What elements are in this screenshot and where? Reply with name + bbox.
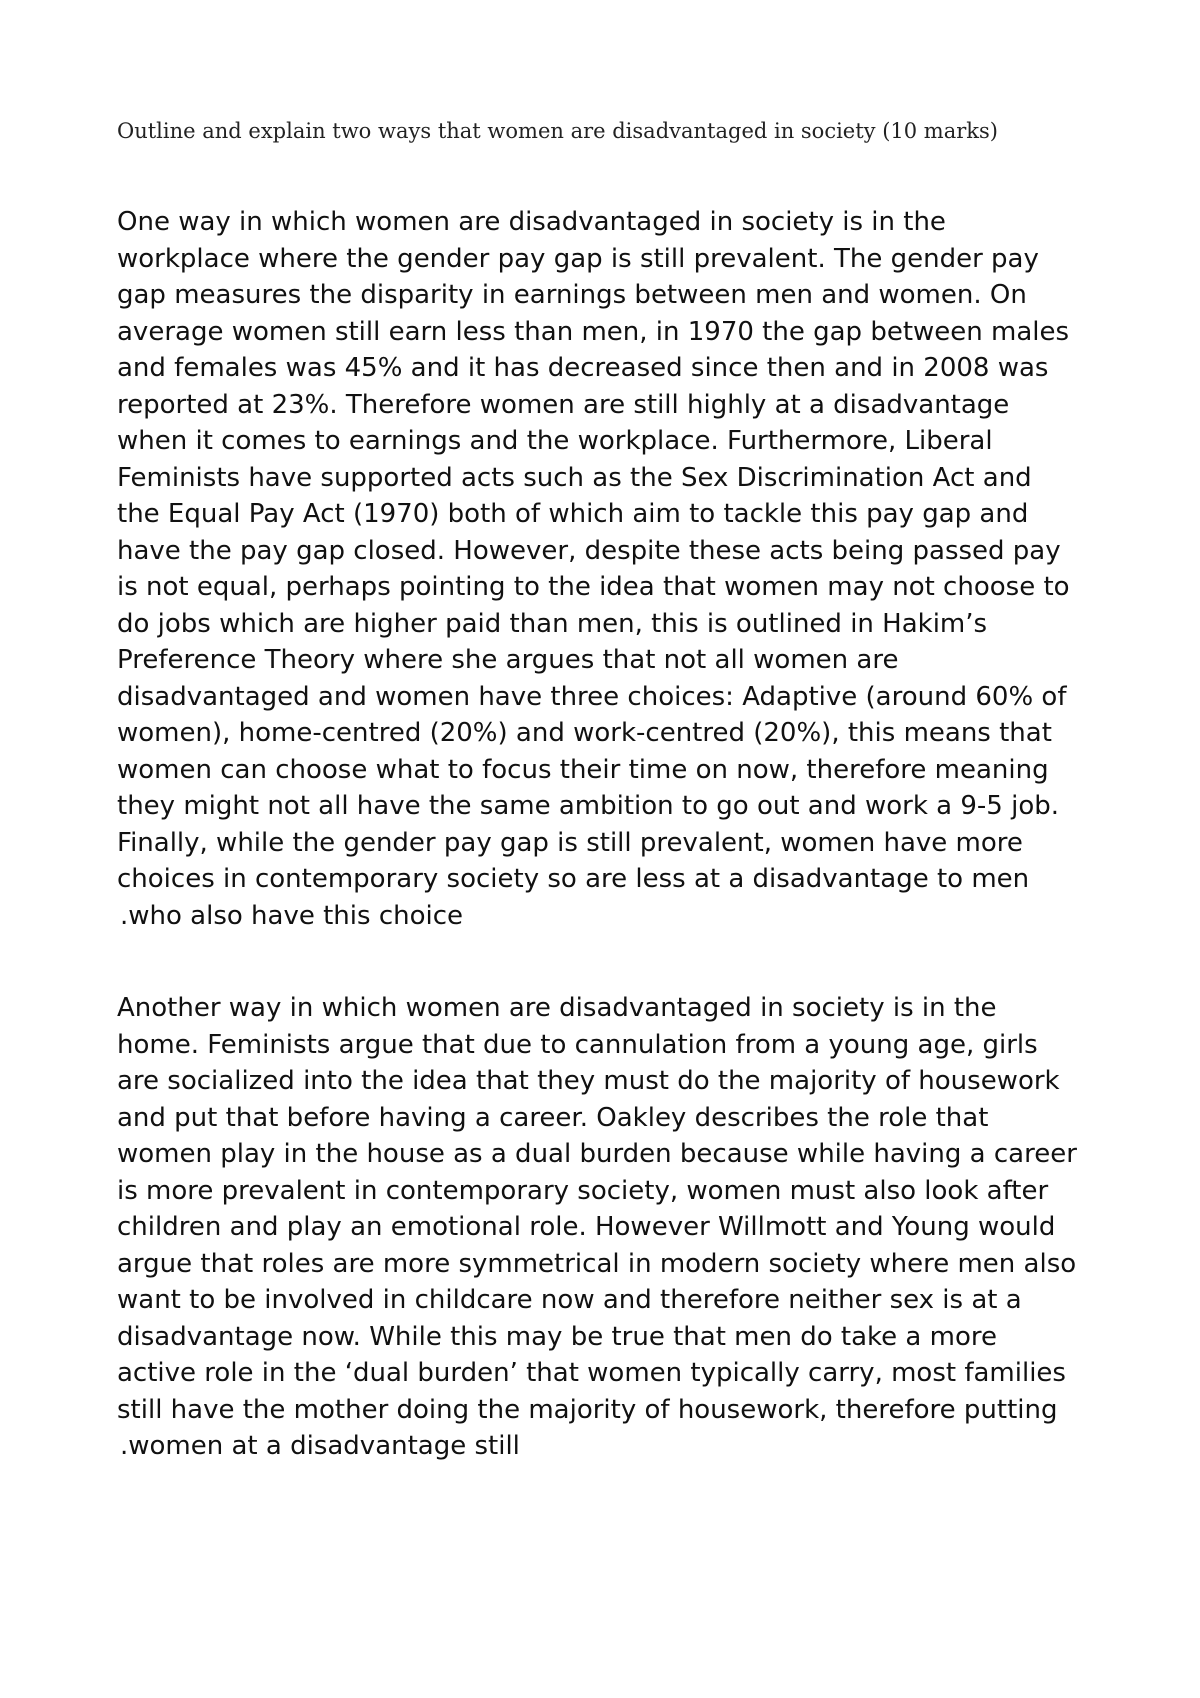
paragraph-line: gap measures the disparity in earnings between men and women. On [117,280,1027,310]
paragraph-line: want to be involved in childcare now and therefore neither sex is at a [117,1285,1022,1315]
paragraph-line: .women at a disadvantage still [120,1431,520,1461]
paragraph-line: choices in contemporary society so are less at a disadvantage to men [117,864,1030,894]
paragraph-line: home. Feminists argue that due to cannulation from a young age, girls [117,1029,1038,1060]
paragraph-line: women can choose what to focus their time on now, therefore meaning [117,754,1049,785]
paragraph-line: children and play an emotional role. However Willmott and Young would [117,1212,1056,1242]
paragraph-line: is not equal, perhaps pointing to the idea that women may not choose to [117,572,1070,602]
paragraph-line: One way in which women are disadvantaged in society is in the [117,207,946,237]
paragraph-line: and females was 45% and it has decreased since then and in 2008 was [117,353,1049,383]
paragraph-line: have the pay gap closed. However, despite these acts being passed pay [117,535,1061,566]
paragraph-line: women), home-centred (20%) and work-centred (20%), this means that [117,718,1052,748]
paragraph-line: active role in the ‘dual burden’ that women typically carry, most families [117,1358,1066,1388]
paragraph-line: Feminists have supported acts such as the Sex Discrimination Act and [117,462,1032,493]
paragraph-line: Preference Theory where she argues that not all women are [117,645,899,675]
paragraph-line: when it comes to earnings and the workplace. Furthermore, Liberal [117,426,993,456]
paragraph-line: average women still earn less than men, in 1970 the gap between males [117,316,1070,347]
paragraph-line: is more prevalent in contemporary society, women must also look after [117,1175,1049,1206]
essay-question-heading: Outline and explain two ways that women are disadvantaged in society (10 marks) [117,119,998,143]
paragraph-line: are socialized into the idea that they must do the majority of housework [117,1066,1060,1096]
paragraph-line: still have the mother doing the majority of housework, therefore putting [117,1394,1058,1425]
paragraph-line: they might not all have the same ambition to go out and work a 9-5 job. [117,791,1059,821]
paragraph-line: and put that before having a career. Oakley describes the role that [117,1102,989,1133]
paragraph-line: .who also have this choice [120,900,464,931]
paragraph-line: Another way in which women are disadvantaged in society is in the [117,993,997,1023]
paragraph-line: the Equal Pay Act (1970) both of which aim to tackle this pay gap and [117,499,1029,529]
paragraph-line: women play in the house as a dual burden because while having a career [117,1139,1077,1169]
paragraph-line: argue that roles are more symmetrical in modern society where men also [117,1248,1077,1279]
paragraph-line: reported at 23%. Therefore women are still highly at a disadvantage [117,389,1010,420]
paragraph-line: Finally, while the gender pay gap is still prevalent, women have more [117,827,1023,858]
paragraph-line: disadvantaged and women have three choices: Adaptive (around 60% of [117,681,1067,712]
paragraph-line: disadvantage now. While this may be true that men do take a more [117,1321,997,1352]
paragraph-line: workplace where the gender pay gap is still prevalent. The gender pay [117,243,1039,274]
paragraph-line: do jobs which are higher paid than men, this is outlined in Hakim’s [117,608,988,639]
